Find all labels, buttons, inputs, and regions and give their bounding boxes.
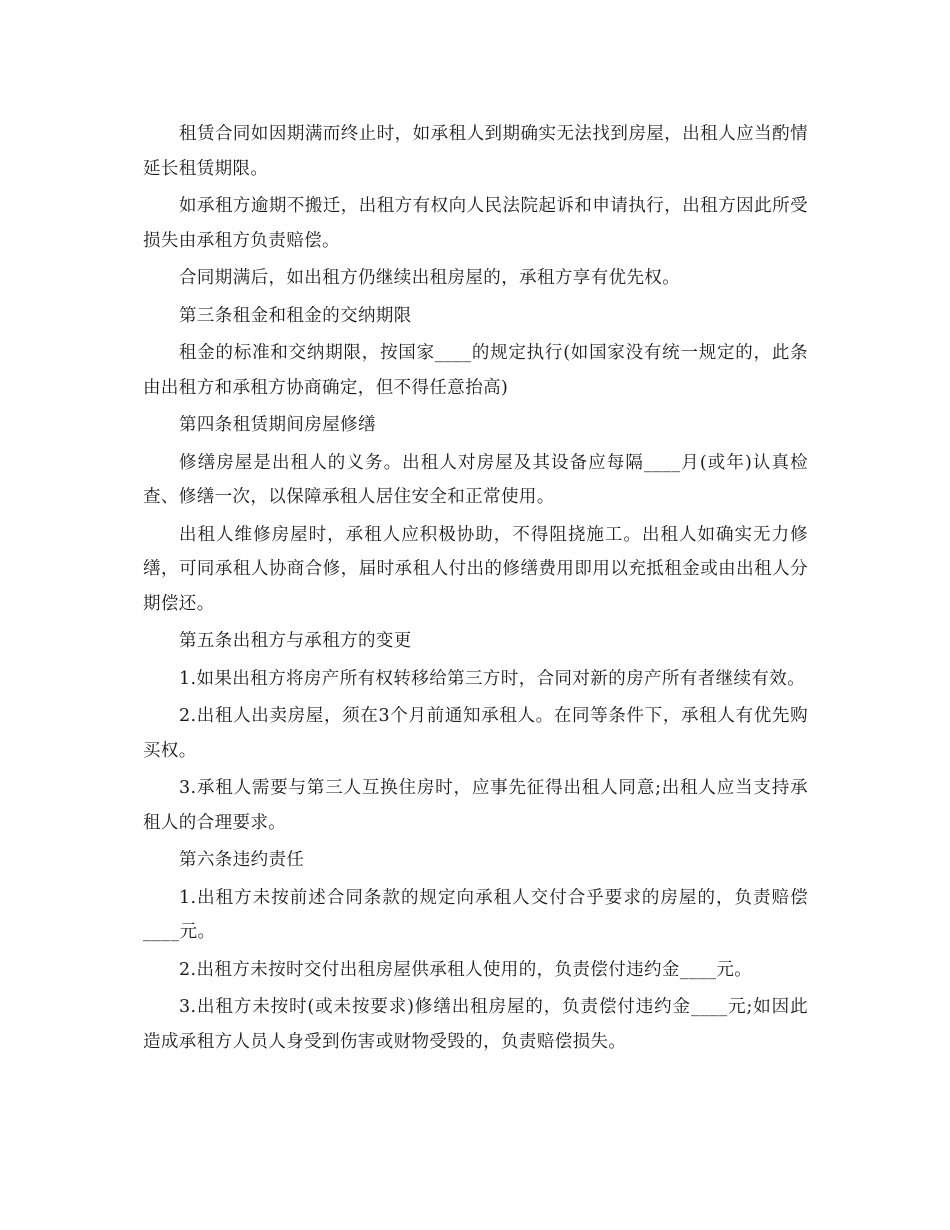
list-item-breach-delivery: 1.出租方未按前述合同条款的规定向承租人交付合乎要求的房屋的，负责赔偿____元。 (143, 887, 808, 942)
paragraph-overdue-move: 如承租方逾期不搬迁，出租方有权向人民法院起诉和申请执行，出租方因此所受损失由承租方负责赔偿。 (143, 196, 808, 251)
paragraph-lease-extension: 租赁合同如因期满而终止时，如承租人到期确实无法找到房屋，出租人应当酌情延长租赁期限。 (143, 124, 808, 179)
section-heading-article-5: 第五条出租方与承租方的变更 (179, 631, 412, 651)
list-item-transfer: 1.如果出租方将房产所有权转移给第三方时，合同对新的房产所有者继续有效。 (179, 668, 806, 689)
section-heading-article-6: 第六条违约责任 (179, 850, 305, 870)
list-item-exchange: 3.承租人需要与第三人互换住房时，应事先征得出租人同意;出租人应当支持承租人的合理要求。 (143, 778, 808, 833)
paragraph-rent-standard: 租金的标准和交纳期限，按国家____的规定执行(如国家没有统一规定的，此条由出租方和承租方协商确定，但不得任意抬高) (143, 343, 808, 398)
section-heading-article-3: 第三条租金和租金的交纳期限 (179, 305, 412, 326)
section-heading-article-4: 第四条租赁期间房屋修缮 (179, 415, 376, 435)
list-item-breach-late: 2.出租方未按时交付出租房屋供承租人使用的，负责偿付违约金____元。 (179, 959, 753, 980)
paragraph-repair-duty: 修缮房屋是出租人的义务。出租人对房屋及其设备应每隔____月(或年)认真检查、修缮一次，以保障承租人居住安全和正常使用。 (143, 452, 808, 507)
paragraph-repair-cooperation: 出租人维修房屋时，承租人应积极协助，不得阻挠施工。出租人如确实无力修缮，可同承租人协商合修，届时承租人付出的修缮费用即用以充抵租金或由出租人分期偿还。 (143, 524, 808, 614)
paragraph-priority-right: 合同期满后，如出租方仍继续出租房屋的，承租方享有优先权。 (179, 268, 681, 288)
list-item-breach-repair: 3.出租方未按时(或未按要求)修缮出租房屋的，负责偿付违约金____元;如因此造成承租方人员人身受到伤害或财物受毁的，负责赔偿损失。 (143, 997, 808, 1052)
document-page (143, 117, 808, 1062)
list-item-sale-notice: 2.出租人出卖房屋，须在3个月前通知承租人。在同等条件下，承租人有优先购买权。 (143, 706, 808, 761)
